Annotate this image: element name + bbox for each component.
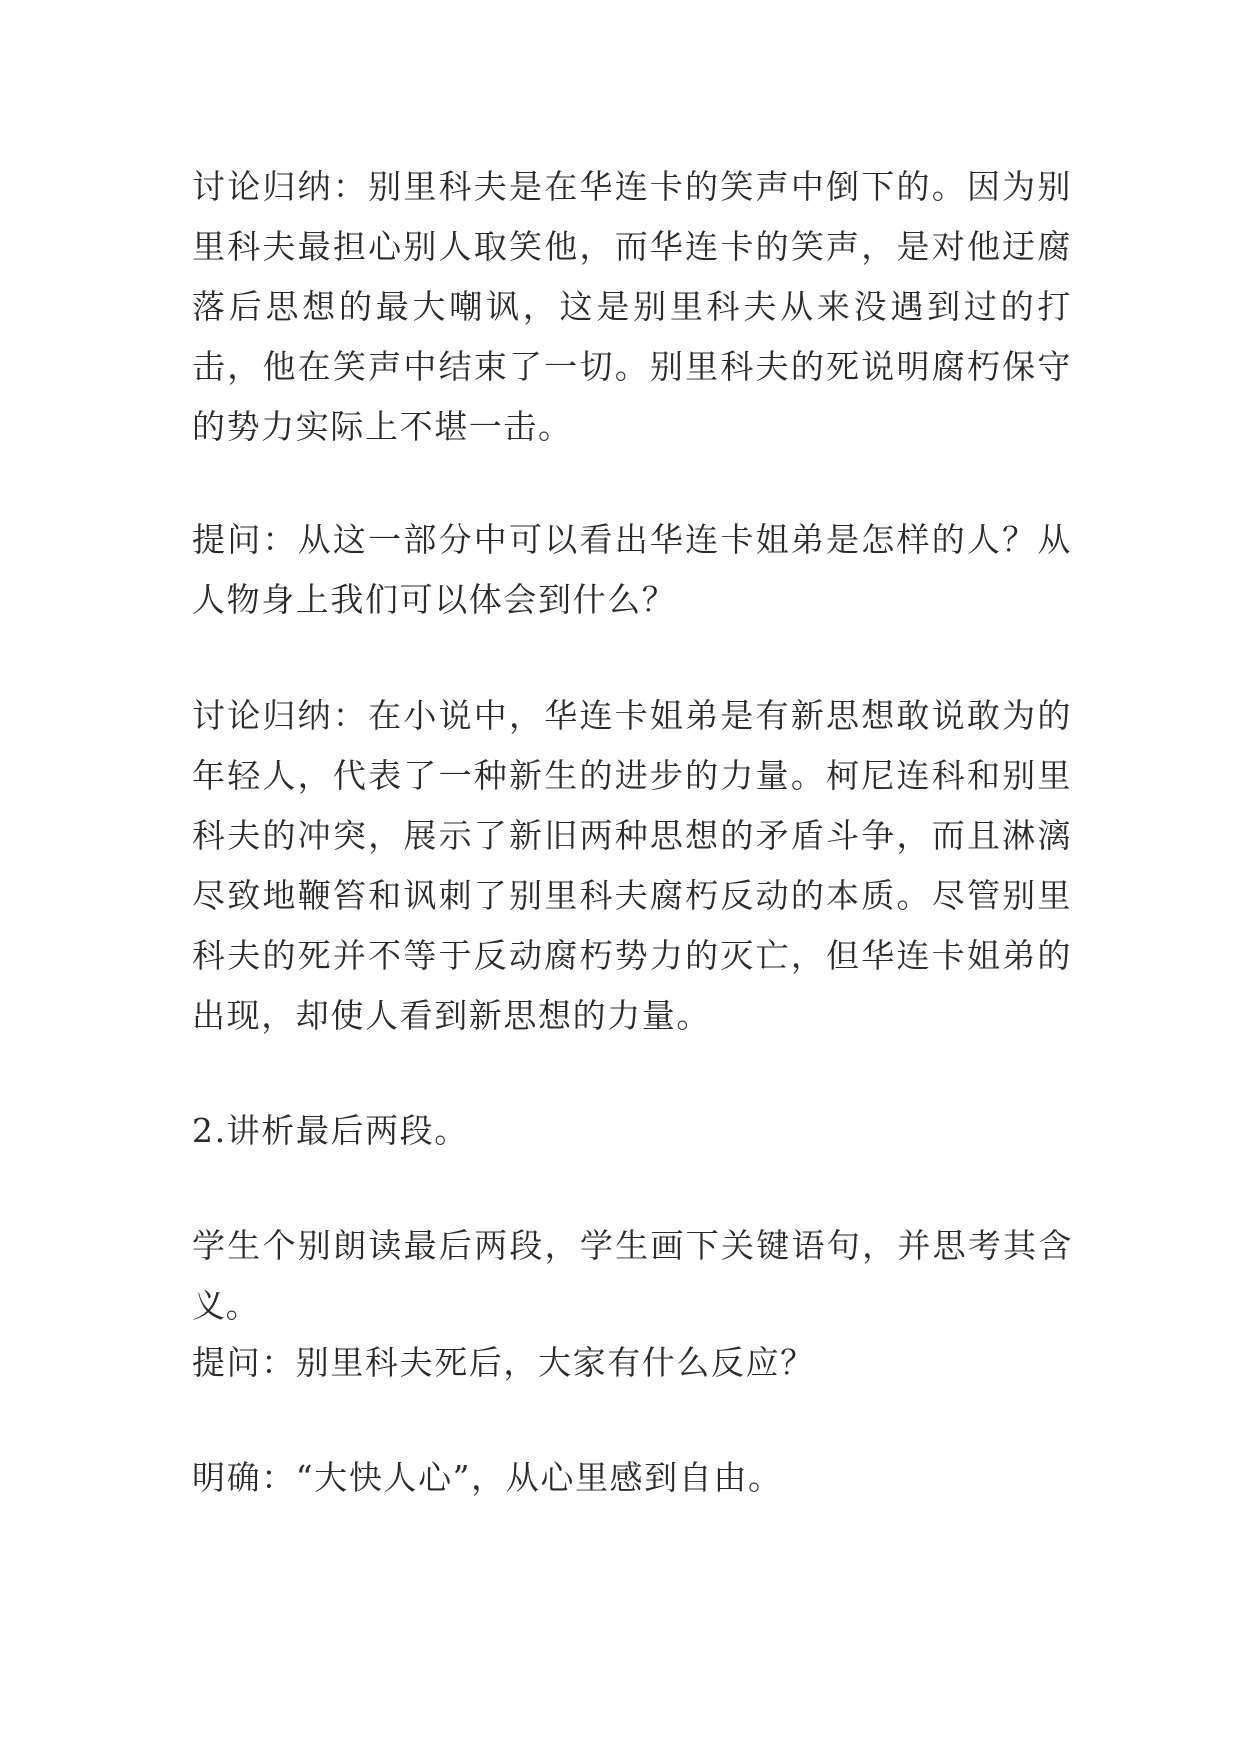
answer-paragraph: 明确：“大快人心”，从心里感到自由。: [192, 1458, 783, 1497]
section-heading: 2.讲析最后两段。: [192, 1111, 469, 1150]
question-paragraph: 提问：从这一部分中可以看出华连卡姐弟是怎样的人？从人物身上我们可以体会到什么？: [192, 520, 1072, 619]
discussion-summary-paragraph: 讨论归纳：别里科夫是在华连卡的笑声中倒下的。因为别里科夫最担心别人取笑他，而华连卡的笑声，是对他迂腐落后思想的最大嘲讽，这是别里科夫从来没遇到过的打击，他在笑声中结束了一切。别里科夫的死说明腐朽保守的势力实际上不堪一击。: [192, 167, 1072, 446]
instruction-paragraph: 学生个别朗读最后两段，学生画下关键语句，并思考其含义。: [192, 1226, 1072, 1325]
question-paragraph: 提问：别里科夫死后，大家有什么反应？: [192, 1343, 815, 1382]
discussion-summary-paragraph: 讨论归纳：在小说中，华连卡姐弟是有新思想敢说敢为的年轻人，代表了一种新生的进步的力量。柯尼连科和别里科夫的冲突，展示了新旧两种思想的矛盾斗争，而且淋漓尽致地鞭笞和讽刺了别里科夫腐朽反动的本质。尽管别里科夫的死并不等于反动腐朽势力的灭亡，但华连卡姐弟的出现，却使人看到新思想的力量。: [192, 696, 1072, 1035]
